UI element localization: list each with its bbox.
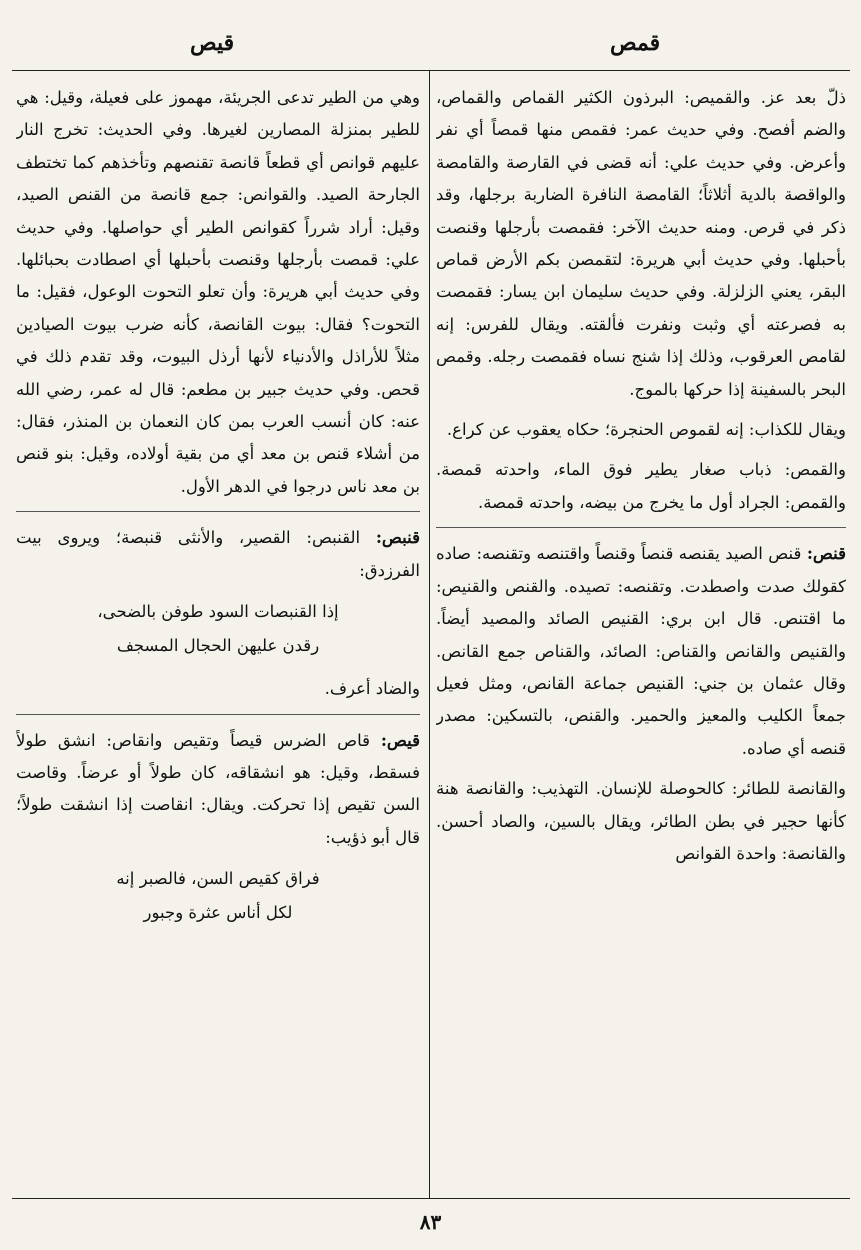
paragraph: [436, 773, 846, 870]
paragraph-text: والضاد أعرف.: [324, 679, 420, 699]
paragraph-text: وهي من الطير تدعى الجريئة، مهموز على فعيلة، وقيل: هي للطير بمنزلة المصارين لغيرها. وفي الحديث: تخرج النار عليهم قوانص أي قطعاً قانصة تقنصهم وتأخذهم كما تختطف الجارحة الصيد. والقوانص: جمع قانصة من القنص الصيد، وقيل: أراد شرراً كقوانص الطير أي حواصلها. وفي حديث علي: قمصت بأرجلها وقنصت بأحبلها أي اصطادت بحبائلها. وفي حديث أبي هريرة: وأن تعلو التحوت الوعول، فقيل: ما التحوت؟ فقال: بيوت القانصة، كأنه ضرب بيوت الصيادين مثلاً للأراذل والأدنياء لأنها أرذل البيوت، وقد تقدم ذلك في قحص. وفي حديث جبير بن مطعم: قال له عمر، رضي الله عنه: كان أنسب العرب بمن كان النعمان بن المنذر، فقال: من أشلاء قنص بن معد أي من بقية أولاده، وقيل: بنو قنص بن معد ناس درجوا في الدهر الأول.: [16, 88, 420, 496]
paragraph-text: والقانصة للطائر: كالحوصلة للإنسان. التهذيب: والقانصة هنة كأنها حجير في بطن الطائر، ويقال بالسين، والصاد أحسن. والقانصة: واحدة القوانص: [436, 779, 846, 863]
entry-separator: [16, 714, 420, 715]
paragraph: [436, 454, 846, 519]
left-column: [16, 82, 420, 1190]
bottom-rule: [12, 1198, 850, 1199]
paragraph-text: القنبص: القصير، والأنثى قنبصة؛ ويروى بيت الفرزدق:: [16, 528, 420, 580]
paragraph-text: والقمص: ذباب صغار يطير فوق الماء، واحدته قمصة. والقمص: الجراد أول ما يخرج من بيضه، واحدته قمصة.: [436, 460, 846, 512]
verse-block: [16, 862, 420, 930]
paragraph: [16, 82, 420, 503]
headword: قنص:: [806, 544, 846, 564]
header-left-word: قيص: [190, 30, 235, 56]
verse-line: لكل أناس عثرة وجبور: [143, 903, 293, 923]
paragraph: [16, 522, 420, 587]
column-divider: [429, 70, 430, 1198]
paragraph: [436, 414, 846, 446]
paragraph-text: ذلّ بعد عز. والقميص: البرذون الكثير القماص والقماص، والضم أفصح. وفي حديث عمر: فقمص منها قمصاً أي نفر وأعرض. وفي حديث علي: أنه قضى في القارصة والقامصة والواقصة بالدية أثلاثاً؛ القامصة النافرة الضاربة برجلها، وقد ذكر في قرص. ومنه حديث الآخر: فقمصت بأرجلها وقنصت بأحبلها. وفي حديث أبي هريرة: لتقمصن بكم الأرض قماص البقر، يعني الزلزلة. وفي حديث سليمان ابن يسار: فقمصت به فصرعته أي وثبت ونفرت فألقته. ويقال للفرس: إنه لقامص العرقوب، وذلك إذا شنج نساه فقمصت رجله. وقمص البحر بالسفينة إذا حركها بالموج.: [436, 88, 846, 399]
page-header: [0, 0, 861, 70]
headword: قنبص:: [375, 528, 420, 548]
right-column: [436, 82, 846, 1190]
paragraph: [16, 725, 420, 855]
verse-line: رقدن عليهن الحجال المسجف: [116, 636, 320, 656]
page-number: ٨٣: [419, 1210, 442, 1234]
paragraph: [436, 538, 846, 765]
paragraph: [16, 673, 420, 705]
entry-separator: [436, 527, 846, 528]
verse-line: إذا القنبصات السود طوفن بالضحى،: [97, 602, 339, 622]
verse-line: فراق كقيص السن، فالصبر إنه: [116, 869, 320, 889]
headword: قيص:: [380, 730, 420, 750]
top-rule: [12, 70, 850, 71]
paragraph-text: قاص الضرس قيصاً وتقيص وانقاص: انشق طولاً فسقط، وقيل: هو انشقاقه، كان طولاً أو عرضاً. وقاصت السن تقيص إذا تحركت. ويقال: انقاصت إذا انشقت طولاً؛ قال أبو ذؤيب:: [16, 730, 420, 847]
paragraph-text: قنص الصيد يقنصه قنصاً وقنصاً واقتنصه وتقنصه: صاده كقولك صدت واصطدت. وتقنصه: تصيده. والقنص والقنيص: ما اقتنص. قال ابن بري: القنيص الصائد والمصيد أيضاً. والقنيص والقانص والقناص: الصائد، والقناص جمع القانص. وقال عثمان بن جني: القنيص جماعة القانص، ومثل فعيل جمعاً الكليب والمعيز والحمير. والقنص، بالتسكين: مصدر قنصه أي صاده.: [436, 544, 846, 758]
paragraph: [436, 82, 846, 406]
entry-separator: [16, 511, 420, 512]
paragraph-text: ويقال للكذاب: إنه لقموص الحنجرة؛ حكاه يعقوب عن كراع.: [446, 420, 846, 440]
verse-block: [16, 595, 420, 663]
header-right-word: قمص: [610, 30, 661, 56]
